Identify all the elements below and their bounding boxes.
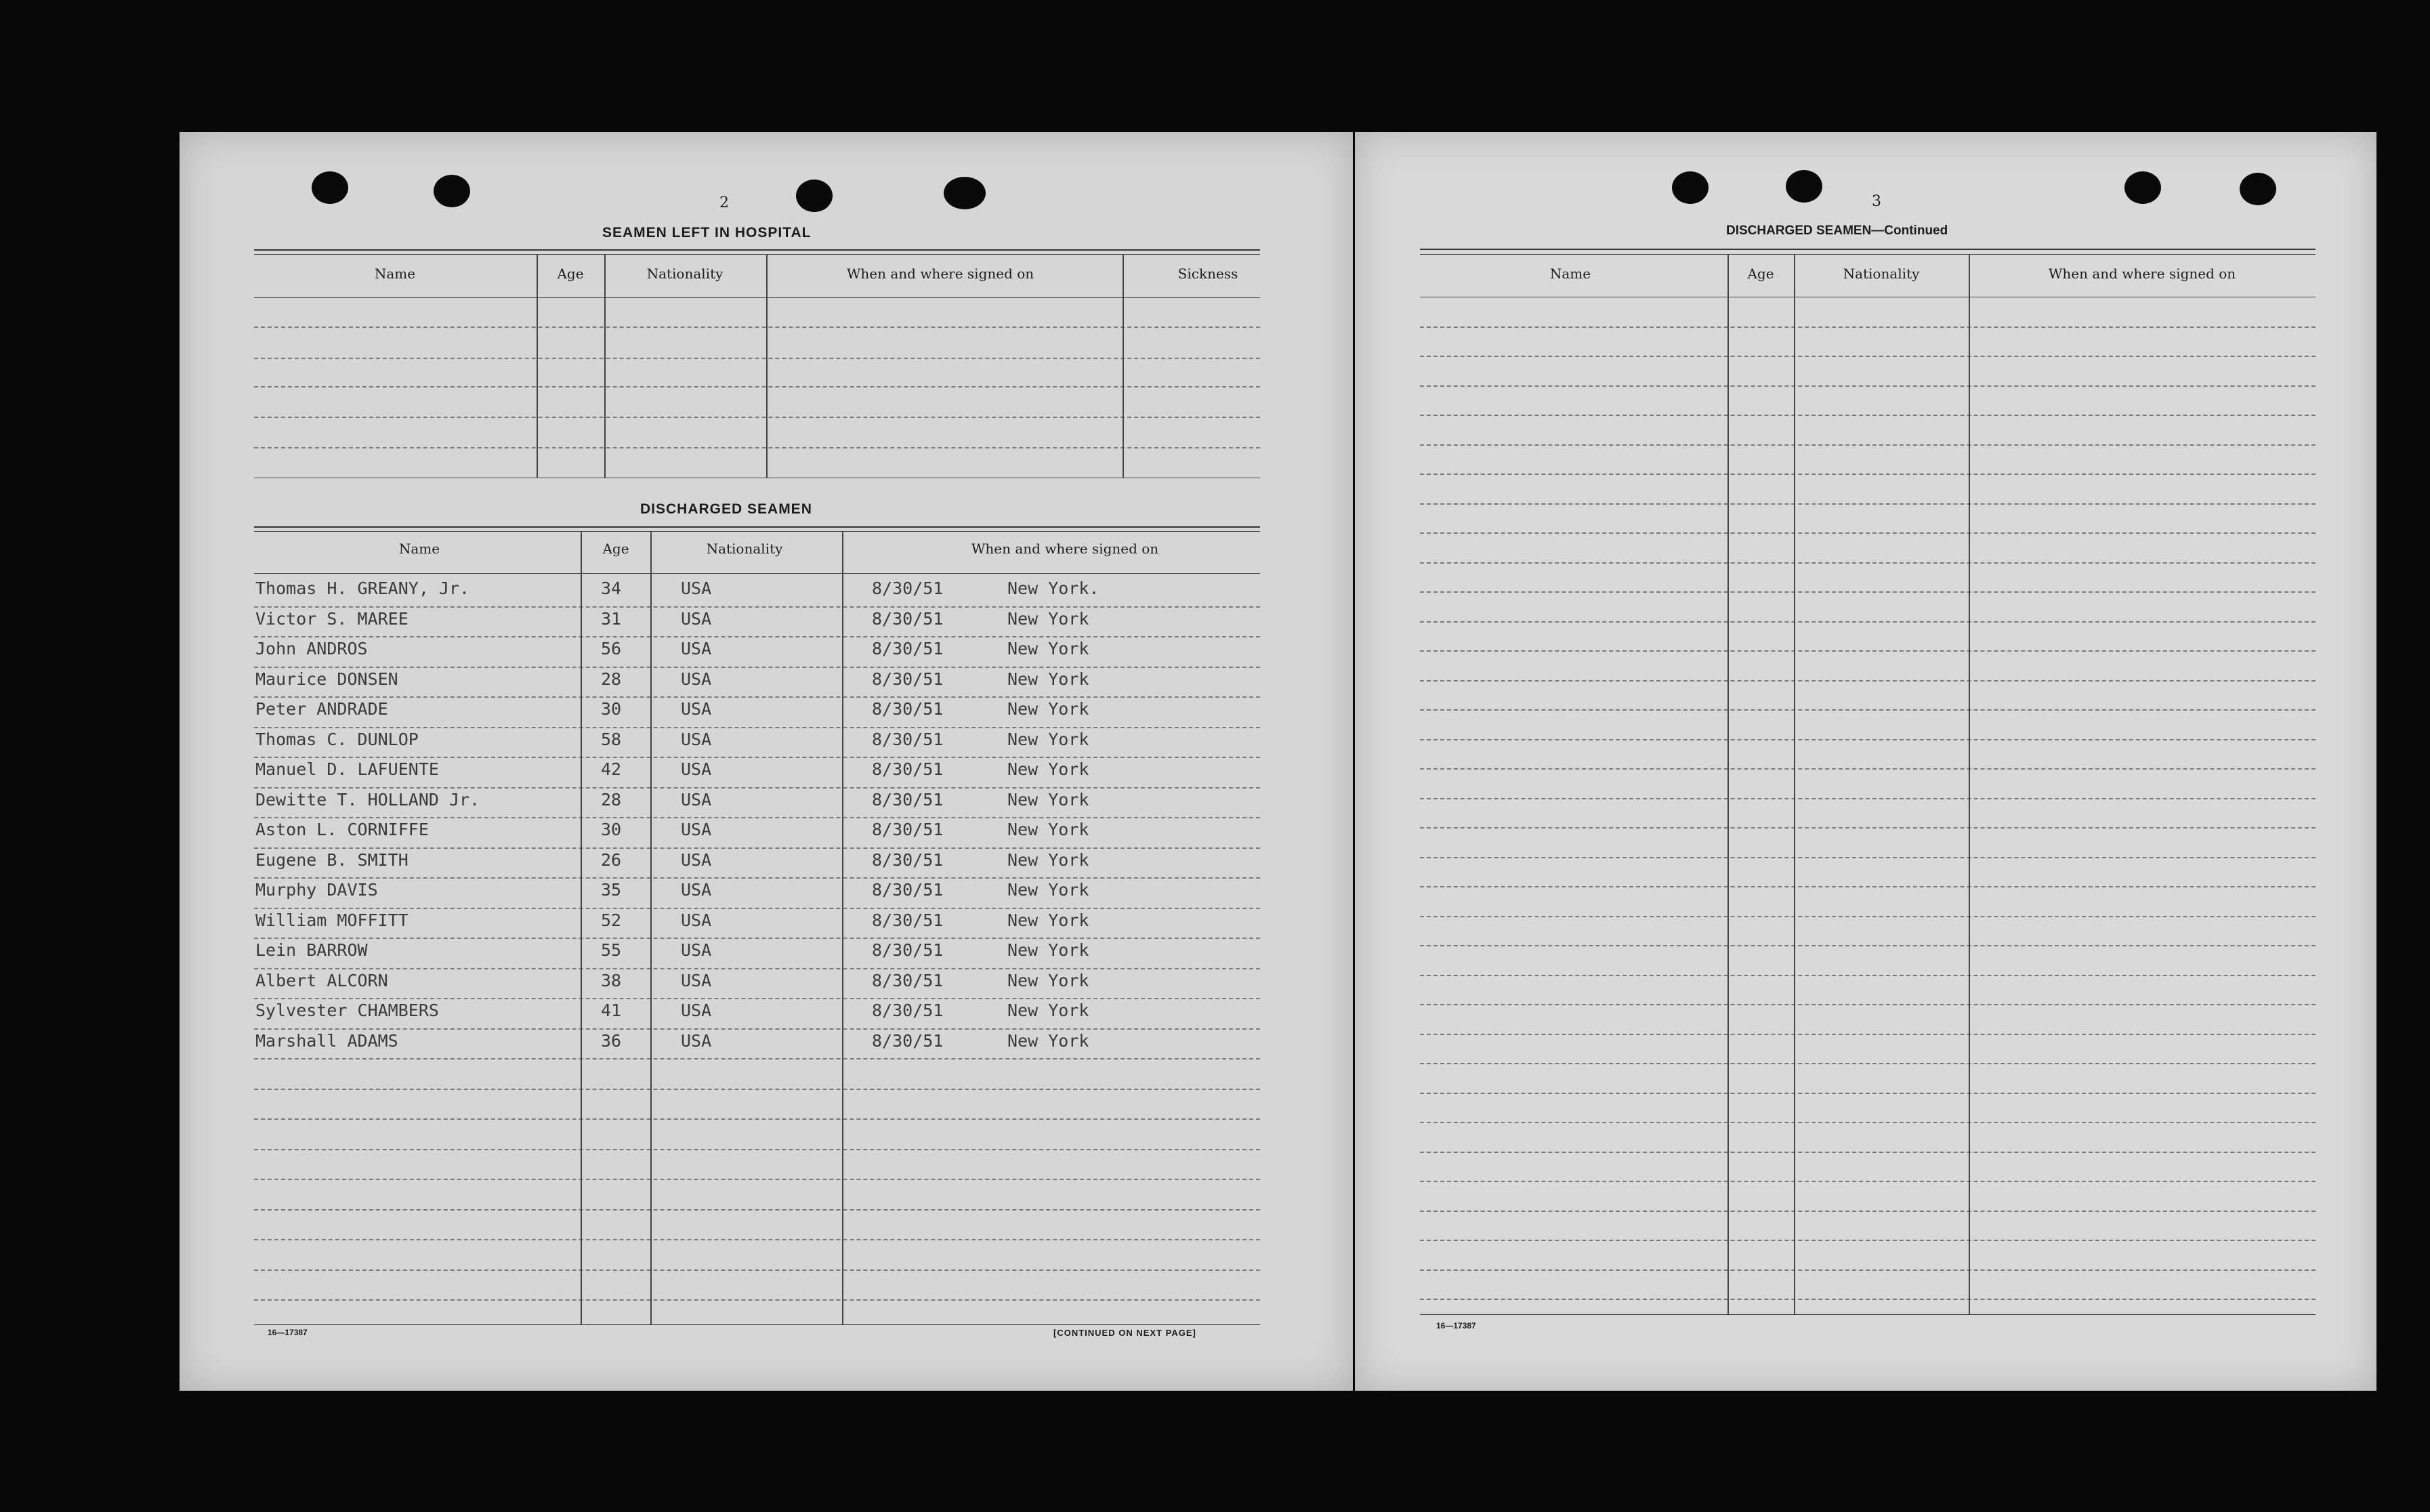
continued-col-signed-on: When and where signed on	[2048, 266, 2236, 282]
seaman-nationality: USA	[681, 850, 712, 870]
seaman-name: William MOFFITT	[255, 910, 409, 930]
row-rule	[1420, 768, 2316, 770]
row-rule	[1420, 886, 2316, 887]
signed-on-place: New York	[1007, 639, 1089, 658]
signed-on-place: New York	[1007, 940, 1089, 960]
punch-hole	[944, 177, 986, 209]
signed-on-date: 8/30/51	[872, 910, 944, 930]
row-rule	[254, 727, 1260, 728]
signed-on-date: 8/30/51	[872, 759, 944, 779]
seaman-name: John ANDROS	[255, 639, 368, 658]
seaman-name: Eugene B. SMITH	[255, 850, 409, 870]
row-rule	[1420, 857, 2316, 858]
rule	[254, 358, 1260, 359]
signed-on-date: 8/30/51	[872, 1031, 944, 1051]
rule	[254, 526, 1260, 528]
row-rule	[1420, 444, 2316, 446]
signed-on-date: 8/30/51	[872, 880, 944, 900]
seaman-name: Dewitte T. HOLLAND Jr.	[255, 790, 480, 810]
signed-on-place: New York.	[1007, 579, 1099, 598]
seaman-name: Lein BARROW	[255, 940, 368, 960]
row-rule	[1420, 1152, 2316, 1153]
row-rule	[1420, 385, 2316, 387]
row-rule	[1420, 827, 2316, 828]
seaman-age: 35	[601, 880, 622, 900]
row-rule	[254, 1058, 1260, 1059]
seaman-nationality: USA	[681, 609, 712, 629]
column-divider	[650, 531, 652, 1324]
rule	[254, 1324, 1260, 1325]
seaman-name: Victor S. MAREE	[255, 609, 409, 629]
rule	[254, 249, 1260, 251]
seaman-age: 34	[601, 579, 622, 598]
row-rule	[1420, 1299, 2316, 1300]
row-rule	[254, 667, 1260, 668]
right-page	[1355, 132, 2376, 1391]
punch-hole	[1672, 171, 1709, 204]
signed-on-place: New York	[1007, 880, 1089, 900]
row-rule	[254, 938, 1260, 939]
seaman-age: 28	[601, 669, 622, 689]
row-rule	[1420, 1211, 2316, 1212]
rule	[254, 386, 1260, 387]
seaman-age: 41	[601, 1001, 622, 1020]
seaman-name: Peter ANDRADE	[255, 699, 388, 719]
signed-on-place: New York	[1007, 971, 1089, 990]
seaman-nationality: USA	[681, 1031, 712, 1051]
rule	[254, 417, 1260, 418]
seaman-name: Maurice DONSEN	[255, 669, 398, 689]
row-rule	[254, 787, 1260, 789]
seaman-nationality: USA	[681, 699, 712, 719]
row-rule	[1420, 1181, 2316, 1182]
seaman-age: 55	[601, 940, 622, 960]
hospital-col-signed-on: When and where signed on	[846, 266, 1034, 282]
signed-on-date: 8/30/51	[872, 1001, 944, 1020]
signed-on-date: 8/30/51	[872, 579, 944, 598]
seaman-nationality: USA	[681, 880, 712, 900]
row-rule	[1420, 945, 2316, 946]
seaman-age: 30	[601, 699, 622, 719]
column-divider	[537, 254, 538, 478]
row-rule	[1420, 709, 2316, 711]
row-rule	[254, 606, 1260, 608]
seaman-name: Manuel D. LAFUENTE	[255, 759, 439, 779]
seaman-age: 52	[601, 910, 622, 930]
row-rule	[254, 1028, 1260, 1030]
row-rule	[1420, 621, 2316, 623]
signed-on-date: 8/30/51	[872, 609, 944, 629]
seaman-name: Albert ALCORN	[255, 971, 388, 990]
row-rule	[1420, 916, 2316, 917]
seaman-nationality: USA	[681, 910, 712, 930]
seaman-nationality: USA	[681, 759, 712, 779]
seaman-name: Marshall ADAMS	[255, 1031, 398, 1051]
row-rule	[254, 817, 1260, 818]
row-rule	[254, 998, 1260, 999]
hospital-col-age: Age	[557, 266, 584, 282]
seaman-age: 58	[601, 730, 622, 749]
seaman-name: Sylvester CHAMBERS	[255, 1001, 439, 1020]
row-rule	[254, 636, 1260, 637]
row-rule	[1420, 1122, 2316, 1123]
discharged-col-nationality: Nationality	[706, 541, 783, 557]
seaman-nationality: USA	[681, 940, 712, 960]
column-divider	[1727, 254, 1729, 1314]
column-divider	[766, 254, 768, 478]
continued-col-age: Age	[1747, 266, 1774, 282]
row-rule	[254, 696, 1260, 698]
signed-on-place: New York	[1007, 759, 1089, 779]
signed-on-date: 8/30/51	[872, 639, 944, 658]
signed-on-date: 8/30/51	[872, 790, 944, 810]
row-rule	[1420, 327, 2316, 328]
rule	[254, 297, 1260, 298]
form-number: 16—17387	[1436, 1321, 1476, 1330]
row-rule	[254, 1239, 1260, 1240]
signed-on-date: 8/30/51	[872, 940, 944, 960]
hospital-col-sickness: Sickness	[1177, 266, 1238, 282]
row-rule	[254, 1269, 1260, 1271]
row-rule	[1420, 1004, 2316, 1005]
seaman-name: Aston L. CORNIFFE	[255, 820, 429, 839]
column-divider	[842, 531, 843, 1324]
row-rule	[254, 1149, 1260, 1150]
seaman-age: 28	[601, 790, 622, 810]
continued-section-title: DISCHARGED SEAMEN—Continued	[1726, 224, 1948, 238]
signed-on-place: New York	[1007, 910, 1089, 930]
seaman-nationality: USA	[681, 1001, 712, 1020]
seaman-nationality: USA	[681, 579, 712, 598]
discharged-col-name: Name	[398, 541, 440, 557]
signed-on-date: 8/30/51	[872, 699, 944, 719]
page-number: 3	[1872, 193, 1881, 210]
rule	[1420, 249, 2316, 250]
punch-hole	[312, 171, 348, 204]
row-rule	[1420, 739, 2316, 740]
signed-on-place: New York	[1007, 1031, 1089, 1051]
seaman-nationality: USA	[681, 971, 712, 990]
continued-col-nationality: Nationality	[1843, 266, 1920, 282]
signed-on-place: New York	[1007, 820, 1089, 839]
row-rule	[254, 1118, 1260, 1120]
row-rule	[1420, 1034, 2316, 1035]
row-rule	[1420, 356, 2316, 357]
hospital-section-title: SEAMEN LEFT IN HOSPITAL	[602, 225, 812, 240]
row-rule	[254, 1089, 1260, 1090]
row-rule	[1420, 474, 2316, 475]
signed-on-place: New York	[1007, 1001, 1089, 1020]
row-rule	[1420, 1269, 2316, 1271]
row-rule	[1420, 503, 2316, 505]
signed-on-date: 8/30/51	[872, 850, 944, 870]
row-rule	[1420, 1063, 2316, 1064]
punch-hole	[796, 180, 833, 212]
column-divider	[604, 254, 606, 478]
signed-on-date: 8/30/51	[872, 669, 944, 689]
row-rule	[1420, 1093, 2316, 1094]
signed-on-place: New York	[1007, 730, 1089, 749]
signed-on-date: 8/30/51	[872, 971, 944, 990]
signed-on-date: 8/30/51	[872, 730, 944, 749]
rule	[254, 447, 1260, 448]
punch-hole	[1786, 170, 1822, 203]
signed-on-place: New York	[1007, 669, 1089, 689]
column-divider	[1969, 254, 1970, 1314]
rule	[254, 531, 1260, 532]
seaman-age: 42	[601, 759, 622, 779]
seaman-name: Murphy DAVIS	[255, 880, 378, 900]
column-divider	[1123, 254, 1124, 478]
row-rule	[1420, 650, 2316, 652]
seaman-nationality: USA	[681, 820, 712, 839]
rule	[254, 573, 1260, 574]
seaman-name: Thomas C. DUNLOP	[255, 730, 419, 749]
row-rule	[1420, 1240, 2316, 1241]
row-rule	[1420, 415, 2316, 416]
seaman-name: Thomas H. GREANY, Jr.	[255, 579, 470, 598]
hospital-col-name: Name	[374, 266, 416, 282]
signed-on-date: 8/30/51	[872, 820, 944, 839]
row-rule	[1420, 532, 2316, 534]
seaman-nationality: USA	[681, 669, 712, 689]
signed-on-place: New York	[1007, 850, 1089, 870]
row-rule	[1420, 975, 2316, 976]
signed-on-place: New York	[1007, 609, 1089, 629]
row-rule	[254, 1179, 1260, 1180]
row-rule	[254, 877, 1260, 879]
seaman-age: 56	[601, 639, 622, 658]
seaman-age: 36	[601, 1031, 622, 1051]
row-rule	[1420, 562, 2316, 564]
column-divider	[1794, 254, 1795, 1314]
left-page	[180, 132, 1353, 1391]
signed-on-place: New York	[1007, 790, 1089, 810]
discharged-col-signed-on: When and where signed on	[971, 541, 1159, 557]
seaman-age: 30	[601, 820, 622, 839]
punch-hole	[434, 175, 470, 207]
discharged-section-title: DISCHARGED SEAMEN	[640, 501, 812, 517]
signed-on-place: New York	[1007, 699, 1089, 719]
seaman-nationality: USA	[681, 730, 712, 749]
continued-col-name: Name	[1549, 266, 1591, 282]
row-rule	[254, 1299, 1260, 1301]
seaman-nationality: USA	[681, 639, 712, 658]
seaman-nationality: USA	[681, 790, 712, 810]
row-rule	[254, 757, 1260, 758]
row-rule	[254, 908, 1260, 909]
rule	[1420, 254, 2316, 255]
hospital-col-nationality: Nationality	[646, 266, 724, 282]
form-number: 16—17387	[268, 1328, 308, 1337]
seaman-age: 38	[601, 971, 622, 990]
discharged-col-age: Age	[602, 541, 629, 557]
row-rule	[1420, 680, 2316, 681]
row-rule	[254, 1209, 1260, 1211]
seaman-age: 31	[601, 609, 622, 629]
row-rule	[1420, 798, 2316, 799]
punch-hole	[2240, 173, 2276, 205]
continued-note: [CONTINUED ON NEXT PAGE]	[1053, 1328, 1196, 1338]
rule	[254, 327, 1260, 328]
page-number: 2	[719, 194, 729, 211]
punch-hole	[2124, 171, 2161, 204]
row-rule	[254, 968, 1260, 969]
rule	[254, 254, 1260, 255]
column-divider	[581, 531, 582, 1324]
rule	[1420, 1314, 2316, 1315]
row-rule	[1420, 591, 2316, 593]
row-rule	[254, 847, 1260, 849]
seaman-age: 26	[601, 850, 622, 870]
